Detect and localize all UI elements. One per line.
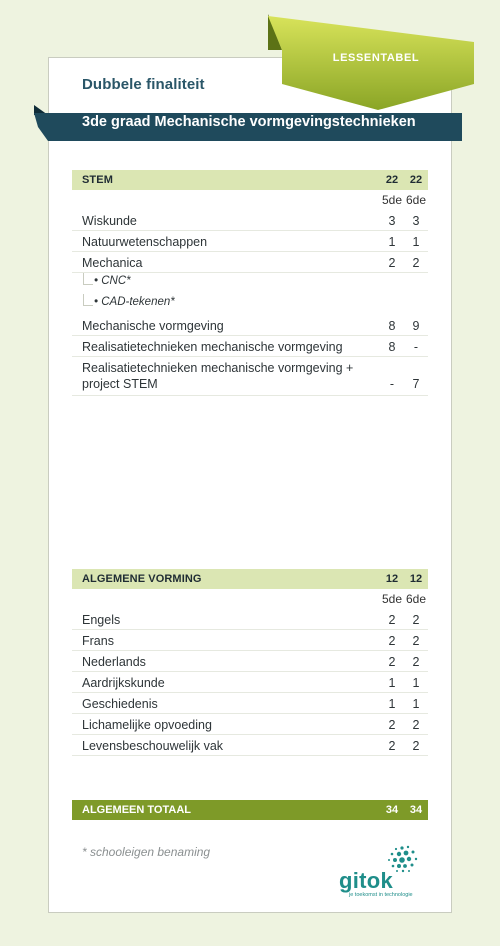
table-row: [72, 609, 428, 630]
hours-6: 2: [412, 718, 420, 732]
subject-label: Frans: [82, 634, 114, 648]
tree-connector: [83, 273, 93, 285]
tree-connector: [83, 294, 93, 306]
subject-label: Engels: [82, 613, 121, 627]
stem-total-6: 22: [409, 174, 423, 186]
hours-5: -: [389, 377, 395, 391]
hours-5: 2: [388, 613, 396, 627]
subject-label: Nederlands: [82, 655, 146, 669]
subject-label: Realisatietechnieken mechanische vormgeving + project STEM: [82, 361, 354, 391]
table-row: [72, 630, 428, 651]
hours-6: 2: [412, 256, 420, 270]
sub-item-label: • CAD-tekenen*: [94, 296, 175, 308]
algemene-vorming-title: ALGEMENE VORMING: [82, 573, 202, 585]
hours-5: 8: [388, 319, 396, 333]
totaal-label: ALGEMEEN TOTAAL: [82, 804, 191, 816]
hours-6: 3: [412, 214, 420, 228]
table-row: [72, 252, 428, 273]
table-row: [72, 231, 428, 252]
subject-label: Geschiedenis: [82, 697, 158, 711]
ribbon-tab: [258, 14, 474, 114]
year-5-label: 5de: [381, 193, 403, 207]
hours-6: 2: [412, 739, 420, 753]
table-row: [72, 672, 428, 693]
algemeen-totaal-bar: [72, 800, 428, 820]
subject-label: Levensbeschouwelijk vak: [82, 739, 224, 753]
hours-5: 2: [388, 718, 396, 732]
banner-title: 3de graad Mechanische vormgevingstechnieken: [82, 114, 416, 130]
hours-6: 1: [412, 235, 420, 249]
subject-label: Realisatietechnieken mechanische vormgeving: [82, 340, 343, 354]
hours-6: 9: [412, 319, 420, 333]
subject-label: Wiskunde: [82, 214, 137, 228]
table-row: [72, 714, 428, 735]
gitok-logo-text: gitok: [339, 868, 394, 893]
sub-item: [72, 294, 428, 315]
hours-5: 1: [388, 235, 396, 249]
av-total-6: 12: [409, 573, 423, 585]
lessentabel-label: LESSENTABEL: [332, 52, 420, 64]
stem-header: [72, 170, 428, 190]
subject-label: Lichamelijke opvoeding: [82, 718, 212, 732]
table-row: [72, 210, 428, 231]
year-5-label: 5de: [381, 592, 403, 606]
hours-6: 2: [412, 655, 420, 669]
table-row: [72, 357, 428, 396]
algemene-vorming-section: [72, 569, 428, 756]
hours-6: 1: [412, 697, 420, 711]
document-title: Dubbele finaliteit: [82, 76, 205, 93]
hours-5: 2: [388, 655, 396, 669]
stem-year-row: [72, 190, 428, 210]
totaal-5: 34: [385, 804, 399, 816]
hours-6: 2: [412, 613, 420, 627]
subject-label: Natuurwetenschappen: [82, 235, 208, 249]
algemene-vorming-header: [72, 569, 428, 589]
hours-6: 1: [412, 676, 420, 690]
hours-6: 7: [412, 377, 420, 391]
sub-item-label: • CNC*: [94, 275, 131, 287]
totaal-6: 34: [409, 804, 423, 816]
table-row: [72, 315, 428, 336]
table-row: [72, 336, 428, 357]
year-6-label: 6de: [405, 193, 427, 207]
table-row: [72, 735, 428, 756]
subject-label: Mechanica: [82, 256, 143, 270]
hours-5: 2: [388, 739, 396, 753]
hours-5: 1: [388, 697, 396, 711]
sub-item: [72, 273, 428, 294]
hours-5: 2: [388, 256, 396, 270]
hours-5: 2: [388, 634, 396, 648]
hours-5: 8: [388, 340, 396, 354]
hours-5: 1: [388, 676, 396, 690]
table-row: [72, 651, 428, 672]
hours-6: 2: [412, 634, 420, 648]
year-6-label: 6de: [405, 592, 427, 606]
subject-label: Mechanische vormgeving: [82, 319, 224, 333]
footnote: * schooleigen benaming: [82, 845, 211, 859]
hours-5: 3: [388, 214, 396, 228]
stem-title: STEM: [82, 174, 113, 186]
gitok-tagline: je toekomst in technologie: [349, 892, 413, 898]
table-row: [72, 693, 428, 714]
av-total-5: 12: [385, 573, 399, 585]
hours-6: -: [413, 340, 419, 354]
av-year-row: [72, 589, 428, 609]
stem-total-5: 22: [385, 174, 399, 186]
subject-label: Aardrijkskunde: [82, 676, 165, 690]
stem-section: [72, 170, 428, 396]
